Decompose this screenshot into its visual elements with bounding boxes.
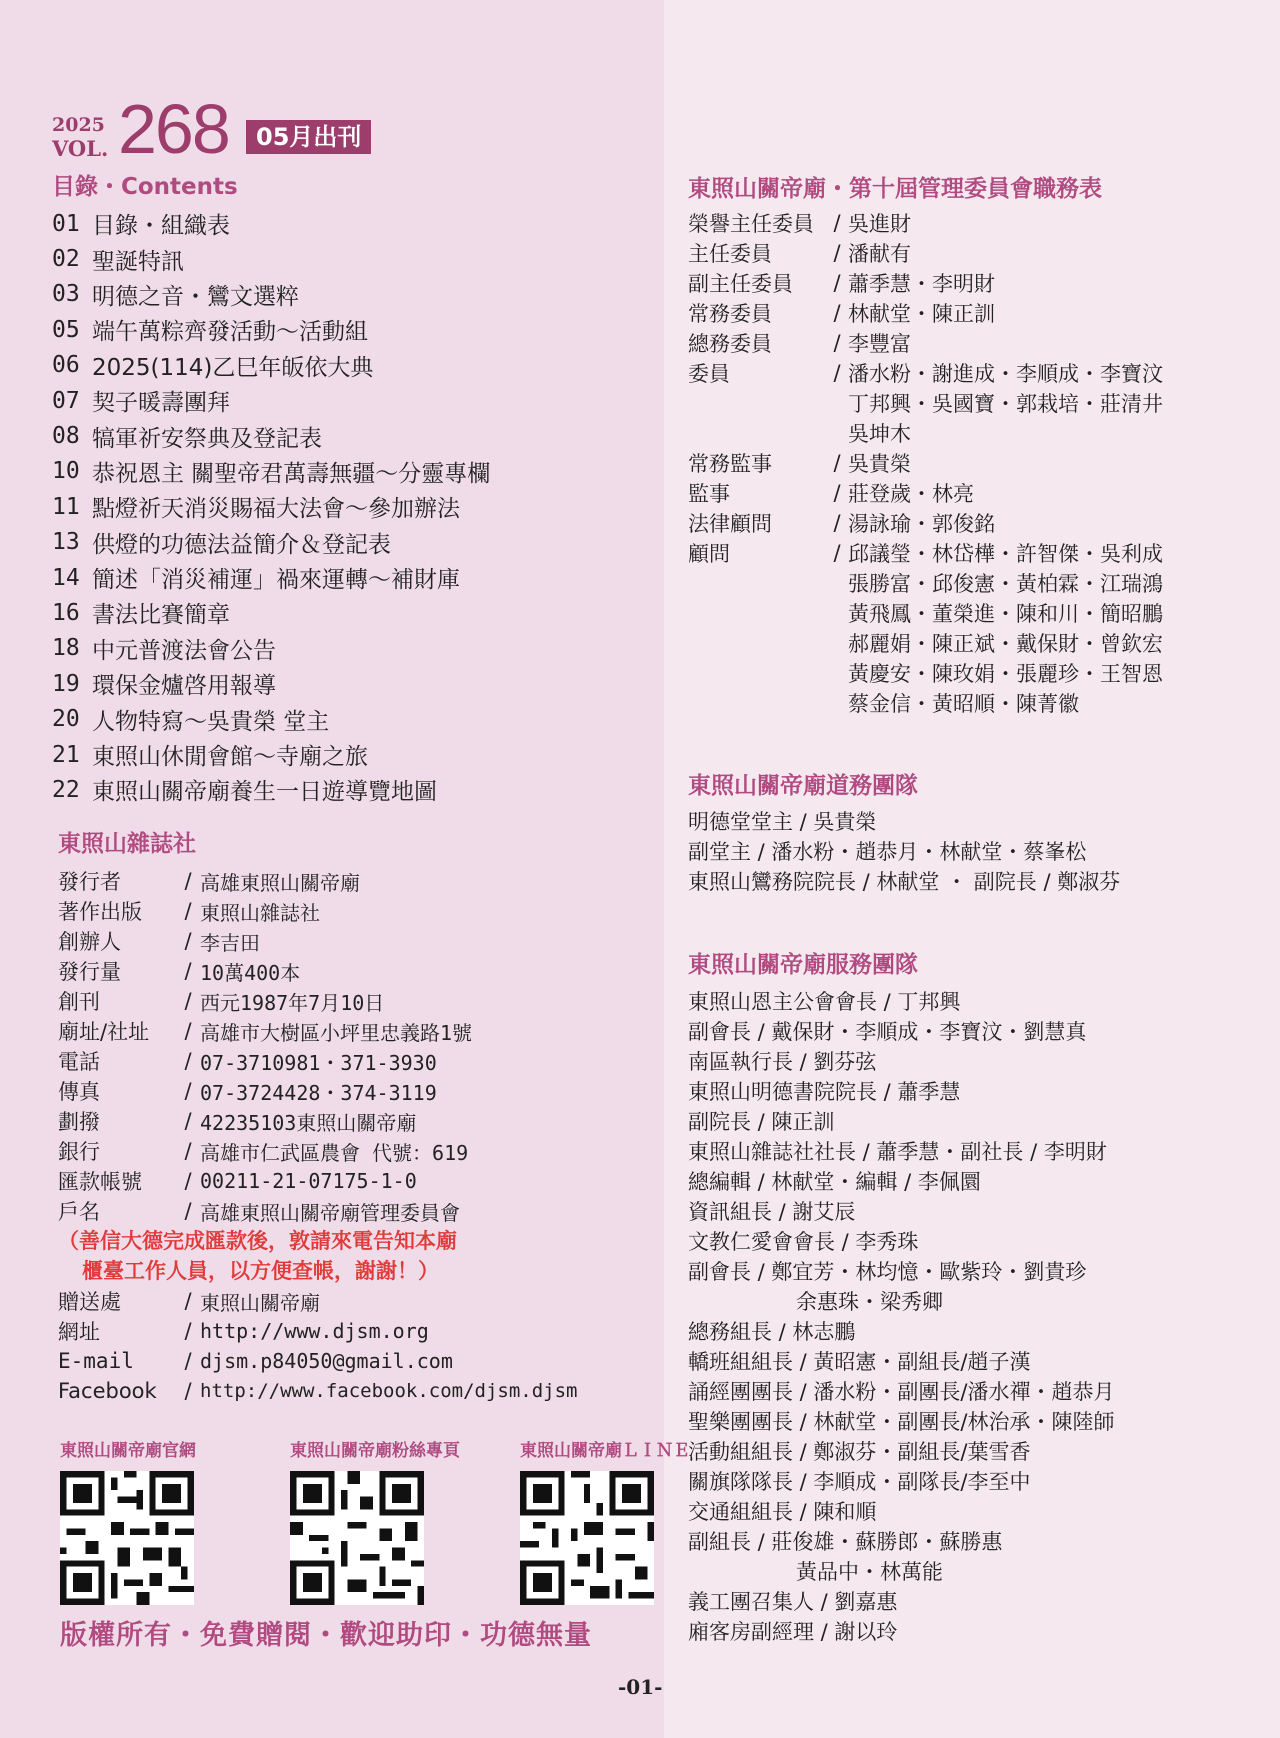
table-of-contents bbox=[52, 206, 652, 808]
role: 常務監事 bbox=[688, 452, 772, 476]
toc-item[interactable] bbox=[52, 206, 652, 241]
qr-code-icon bbox=[520, 1471, 654, 1605]
info-value: 07-3724428・374-3119 bbox=[200, 1080, 437, 1105]
info-key: 創刊 bbox=[58, 990, 100, 1014]
toc-item[interactable] bbox=[52, 489, 652, 524]
toc-item[interactable] bbox=[52, 737, 652, 772]
role: 顧問 bbox=[688, 542, 730, 566]
committee-row bbox=[688, 268, 1268, 298]
remittance-note-line1: （善信大德完成匯款後，敦請來電告知本廟 bbox=[58, 1229, 457, 1253]
info-row bbox=[58, 956, 668, 986]
committee-list bbox=[688, 208, 1268, 718]
toc-page: 03 bbox=[52, 281, 80, 308]
qr-label: 東照山關帝廟ＬＩＮＥ bbox=[520, 1441, 690, 1461]
members: 莊登歲・林亮 bbox=[848, 482, 974, 506]
list-item: 關旗隊隊長 / 李順成・副隊長/李至中 bbox=[688, 1470, 1031, 1494]
qr-code-icon bbox=[290, 1471, 424, 1605]
toc-title: 點燈祈天消災賜福大法會～參加辦法 bbox=[92, 496, 460, 523]
committee-row-continued bbox=[688, 388, 1268, 418]
info-row bbox=[58, 986, 668, 1016]
toc-title: 明德之音・鸞文選粹 bbox=[92, 283, 299, 310]
separator: / bbox=[833, 541, 841, 565]
issue-header bbox=[52, 90, 652, 168]
toc-title: 東照山休閒會館～寺廟之旅 bbox=[92, 744, 368, 771]
info-key: 創辦人 bbox=[58, 930, 121, 954]
separator: / bbox=[184, 899, 192, 923]
separator: / bbox=[184, 1379, 192, 1403]
role: 榮譽主任委員 bbox=[688, 212, 814, 236]
info-key: 劃撥 bbox=[58, 1110, 100, 1134]
info-key: 傳真 bbox=[58, 1080, 100, 1104]
page-number: -01- bbox=[618, 1675, 663, 1699]
members: 蕭季慧・李明財 bbox=[848, 272, 995, 296]
info-row bbox=[58, 1286, 668, 1316]
issue-vol: VOL. bbox=[52, 136, 109, 161]
publisher-title: 東照山雜誌社 bbox=[58, 831, 196, 857]
info-key: E-mail bbox=[58, 1349, 134, 1373]
qr-label: 東照山關帝廟官網 bbox=[60, 1441, 196, 1461]
list-item-continued: 余惠珠・梁秀卿 bbox=[796, 1290, 943, 1314]
toc-page: 21 bbox=[52, 741, 80, 768]
members: 張勝富・邱俊憲・黃柏霖・江瑞鴻 bbox=[848, 572, 1163, 596]
committee-row bbox=[688, 358, 1268, 388]
members: 潘献有 bbox=[848, 242, 911, 266]
separator: / bbox=[184, 1319, 192, 1343]
separator: / bbox=[833, 331, 841, 355]
separator: / bbox=[833, 241, 841, 265]
members: 邱議瑩・林岱樺・許智傑・吳利成 bbox=[848, 542, 1163, 566]
committee-row-continued bbox=[688, 688, 1268, 718]
role: 委員 bbox=[688, 362, 730, 386]
info-row bbox=[58, 1346, 668, 1376]
contents-title: 目錄・Contents bbox=[52, 174, 238, 200]
separator: / bbox=[833, 301, 841, 325]
list-item: 東照山鸞務院院長 / 林献堂 ・ 副院長 / 鄭淑芬 bbox=[688, 870, 1121, 894]
qr-code-icon bbox=[60, 1471, 194, 1605]
info-value: 00211-21-07175-1-0 bbox=[200, 1169, 417, 1193]
toc-item[interactable] bbox=[52, 312, 652, 347]
info-row bbox=[58, 896, 668, 926]
separator: / bbox=[833, 211, 841, 235]
toc-title: 人物特寫～吳貴榮 堂主 bbox=[92, 708, 330, 735]
separator: / bbox=[833, 511, 841, 535]
info-value: 高雄東照山關帝廟管理委員會 bbox=[200, 1200, 460, 1225]
toc-item[interactable] bbox=[52, 666, 652, 701]
info-row bbox=[58, 866, 668, 896]
toc-title: 恭祝恩主 關聖帝君萬壽無疆～分靈專欄 bbox=[92, 460, 491, 487]
separator: / bbox=[184, 1289, 192, 1313]
toc-title: 契子暖壽團拜 bbox=[92, 390, 230, 417]
toc-item[interactable] bbox=[52, 454, 652, 489]
committee-row bbox=[688, 208, 1268, 238]
info-row bbox=[58, 1166, 668, 1196]
toc-title: 2025(114)乙巳年皈依大典 bbox=[92, 354, 374, 381]
info-key: 電話 bbox=[58, 1050, 100, 1074]
qr-line[interactable] bbox=[520, 1436, 700, 1609]
list-item: 東照山明德書院院長 / 蕭季慧 bbox=[688, 1080, 961, 1104]
info-key: Facebook bbox=[58, 1379, 157, 1403]
list-item: 明德堂堂主 / 吳貴榮 bbox=[688, 810, 877, 834]
info-row bbox=[58, 1316, 668, 1346]
list-item: 轎班組組長 / 黃昭憲・副組長/趙子漢 bbox=[688, 1350, 1031, 1374]
members: 吳貴榮 bbox=[848, 452, 911, 476]
separator: / bbox=[184, 869, 192, 893]
toc-page: 06 bbox=[52, 352, 80, 379]
list-item: 副院長 / 陳正訓 bbox=[688, 1110, 835, 1134]
role: 法律顧問 bbox=[688, 512, 772, 536]
info-key: 匯款帳號 bbox=[58, 1170, 142, 1194]
toc-page: 10 bbox=[52, 458, 80, 485]
members: 黃飛鳳・董榮進・陳和川・簡昭鵬 bbox=[848, 602, 1163, 626]
toc-item[interactable] bbox=[52, 525, 652, 560]
toc-title: 書法比賽簡章 bbox=[92, 602, 230, 629]
toc-page: 08 bbox=[52, 423, 80, 450]
separator: / bbox=[184, 959, 192, 983]
info-key: 廟址/社址 bbox=[58, 1020, 150, 1044]
toc-page: 11 bbox=[52, 493, 80, 520]
committee-row-continued bbox=[688, 658, 1268, 688]
toc-item[interactable] bbox=[52, 277, 652, 312]
remittance-note-line2: 櫃臺工作人員，以方便查帳，謝謝！） bbox=[82, 1259, 439, 1283]
list-item: 東照山雜誌社社長 / 蕭季慧・副社長 / 李明財 bbox=[688, 1140, 1107, 1164]
toc-page: 02 bbox=[52, 246, 80, 273]
toc-title: 端午萬粽齊發活動～活動組 bbox=[92, 319, 368, 346]
toc-item[interactable] bbox=[52, 631, 652, 666]
info-value: 42235103東照山關帝廟 bbox=[200, 1110, 417, 1135]
members: 吳坤木 bbox=[848, 422, 911, 446]
taoist-team-title: 東照山關帝廟道務團隊 bbox=[688, 773, 918, 799]
committee-title: 東照山關帝廟・第十屆管理委員會職務表 bbox=[688, 176, 1102, 202]
info-row bbox=[58, 1196, 668, 1226]
info-key: 網址 bbox=[58, 1320, 100, 1344]
list-item: 副會長 / 鄭宜芳・林均憶・歐紫玲・劉貴珍 bbox=[688, 1260, 1087, 1284]
separator: / bbox=[184, 1169, 192, 1193]
toc-item[interactable] bbox=[52, 241, 652, 276]
separator: / bbox=[184, 1199, 192, 1223]
committee-row bbox=[688, 238, 1268, 268]
members: 丁邦興・吳國寶・郭栽培・莊清井 bbox=[848, 392, 1163, 416]
separator: / bbox=[184, 1139, 192, 1163]
toc-page: 05 bbox=[52, 316, 80, 343]
committee-row-continued bbox=[688, 418, 1268, 448]
members: 潘水粉・謝進成・李順成・李寶汶 bbox=[848, 362, 1163, 386]
service-team-list bbox=[688, 986, 1268, 1646]
separator: / bbox=[184, 989, 192, 1013]
info-key: 發行者 bbox=[58, 870, 121, 894]
toc-page: 01 bbox=[52, 210, 80, 237]
info-value: 10萬400本 bbox=[200, 960, 301, 985]
committee-row bbox=[688, 328, 1268, 358]
members: 蔡金信・黃昭順・陳菁徽 bbox=[848, 692, 1079, 716]
list-item: 交通組組長 / 陳和順 bbox=[688, 1500, 877, 1524]
list-item: 文教仁愛會會長 / 李秀珠 bbox=[688, 1230, 919, 1254]
separator: / bbox=[184, 1049, 192, 1073]
toc-page: 16 bbox=[52, 599, 80, 626]
committee-row bbox=[688, 538, 1268, 568]
list-item: 東照山恩主公會會長 / 丁邦興 bbox=[688, 990, 961, 1014]
separator: / bbox=[833, 361, 841, 385]
list-item: 南區執行長 / 劉芬弦 bbox=[688, 1050, 877, 1074]
website-link[interactable]: http://www.djsm.org bbox=[200, 1319, 429, 1343]
info-row bbox=[58, 1016, 668, 1046]
toc-page: 19 bbox=[52, 670, 80, 697]
separator: / bbox=[184, 1019, 192, 1043]
list-item: 誦經團團長 / 潘水粉・副團長/潘水禪・趙恭月 bbox=[688, 1380, 1115, 1404]
list-item: 總編輯 / 林献堂・編輯 / 李佩圜 bbox=[688, 1170, 981, 1194]
role: 副主任委員 bbox=[688, 272, 793, 296]
toc-page: 14 bbox=[52, 564, 80, 591]
qr-official-site[interactable] bbox=[60, 1436, 240, 1609]
list-item: 副會長 / 戴保財・李順成・李寶汶・劉慧真 bbox=[688, 1020, 1087, 1044]
toc-item[interactable] bbox=[52, 772, 652, 807]
role: 主任委員 bbox=[688, 242, 772, 266]
committee-row-continued bbox=[688, 628, 1268, 658]
info-key: 銀行 bbox=[58, 1140, 100, 1164]
role: 總務委員 bbox=[688, 332, 772, 356]
separator: / bbox=[184, 1079, 192, 1103]
separator: / bbox=[833, 271, 841, 295]
service-team-title: 東照山關帝廟服務團隊 bbox=[688, 952, 918, 978]
list-item: 資訊組長 / 謝艾辰 bbox=[688, 1200, 856, 1224]
role: 常務委員 bbox=[688, 302, 772, 326]
info-value: 高雄東照山關帝廟 bbox=[200, 870, 360, 895]
toc-item[interactable] bbox=[52, 348, 652, 383]
info-value: 東照山雜誌社 bbox=[200, 900, 320, 925]
list-item: 副堂主 / 潘水粉・趙恭月・林献堂・蔡峯松 bbox=[688, 840, 1087, 864]
toc-item[interactable] bbox=[52, 383, 652, 418]
members: 林献堂・陳正訓 bbox=[848, 302, 995, 326]
issue-number: 268 bbox=[118, 90, 229, 168]
issue-month-badge: 05月出刊 bbox=[246, 120, 371, 154]
issue-year: 2025 bbox=[52, 114, 105, 136]
info-row bbox=[58, 1046, 668, 1076]
separator: / bbox=[184, 1109, 192, 1133]
toc-item[interactable] bbox=[52, 701, 652, 736]
info-value: 東照山關帝廟 bbox=[200, 1290, 320, 1315]
committee-row bbox=[688, 298, 1268, 328]
list-item: 聖樂團團長 / 林献堂・副團長/林治承・陳陸師 bbox=[688, 1410, 1115, 1434]
separator: / bbox=[833, 481, 841, 505]
list-item: 活動組組長 / 鄭淑芬・副組長/葉雪香 bbox=[688, 1440, 1031, 1464]
toc-page: 13 bbox=[52, 529, 80, 556]
members: 吳進財 bbox=[848, 212, 911, 236]
members: 李豐富 bbox=[848, 332, 911, 356]
separator: / bbox=[833, 451, 841, 475]
info-value: 07-3710981・371-3930 bbox=[200, 1050, 437, 1075]
info-key: 發行量 bbox=[58, 960, 121, 984]
info-key: 著作出版 bbox=[58, 900, 142, 924]
toc-title: 供燈的功德法益簡介＆登記表 bbox=[92, 531, 391, 558]
info-value: 李吉田 bbox=[200, 930, 260, 955]
info-key: 贈送處 bbox=[58, 1290, 121, 1314]
qr-label: 東照山關帝廟粉絲專頁 bbox=[290, 1441, 460, 1461]
facebook-link[interactable]: http://www.facebook.com/djsm.djsm bbox=[200, 1380, 578, 1402]
qr-fan-page[interactable] bbox=[290, 1436, 470, 1609]
info-row bbox=[58, 1376, 668, 1406]
toc-title: 中元普渡法會公告 bbox=[92, 637, 276, 664]
email-link[interactable]: djsm.p84050@gmail.com bbox=[200, 1349, 453, 1373]
toc-page: 22 bbox=[52, 776, 80, 803]
toc-item[interactable] bbox=[52, 560, 652, 595]
toc-title: 犒軍祈安祭典及登記表 bbox=[92, 425, 322, 452]
toc-title: 東照山關帝廟養生一日遊導覽地圖 bbox=[92, 779, 437, 806]
toc-title: 簡述「消災補運」禍來運轉～補財庫 bbox=[92, 567, 460, 594]
info-row bbox=[58, 1136, 668, 1166]
list-item: 義工團召集人 / 劉嘉惠 bbox=[688, 1590, 898, 1614]
committee-row bbox=[688, 508, 1268, 538]
info-value: 高雄市仁武區農會 代號：619 bbox=[200, 1140, 469, 1165]
committee-row-continued bbox=[688, 568, 1268, 598]
members: 郝麗娟・陳正斌・戴保財・曾欽宏 bbox=[848, 632, 1163, 656]
info-row bbox=[58, 926, 668, 956]
role: 監事 bbox=[688, 482, 730, 506]
toc-item[interactable] bbox=[52, 595, 652, 630]
toc-page: 07 bbox=[52, 387, 80, 414]
list-item: 廂客房副經理 / 謝以玲 bbox=[688, 1620, 898, 1644]
info-row bbox=[58, 1076, 668, 1106]
info-value: 西元1987年7月10日 bbox=[200, 990, 385, 1015]
toc-page: 20 bbox=[52, 706, 80, 733]
toc-title: 環保金爐啓用報導 bbox=[92, 673, 276, 700]
list-item-continued: 黃品中・林萬能 bbox=[796, 1560, 943, 1584]
members: 湯詠瑜・郭俊銘 bbox=[848, 512, 995, 536]
publisher-info bbox=[58, 866, 668, 1406]
committee-row bbox=[688, 478, 1268, 508]
info-value: 高雄市大樹區小坪里忠義路1號 bbox=[200, 1020, 473, 1045]
toc-title: 聖誕特訊 bbox=[92, 248, 184, 275]
committee-row bbox=[688, 448, 1268, 478]
committee-row-continued bbox=[688, 598, 1268, 628]
toc-title: 目錄・組織表 bbox=[92, 213, 230, 240]
taoist-team-list bbox=[688, 806, 1268, 896]
info-row bbox=[58, 1106, 668, 1136]
separator: / bbox=[184, 929, 192, 953]
toc-page: 18 bbox=[52, 635, 80, 662]
list-item: 副組長 / 莊俊雄・蘇勝郎・蘇勝惠 bbox=[688, 1530, 1003, 1554]
list-item: 總務組長 / 林志鵬 bbox=[688, 1320, 856, 1344]
separator: / bbox=[184, 1349, 192, 1373]
toc-item[interactable] bbox=[52, 418, 652, 453]
members: 黃慶安・陳玫娟・張麗珍・王智恩 bbox=[848, 662, 1163, 686]
info-key: 戶名 bbox=[58, 1200, 100, 1224]
copyright-slogan: 版權所有・免費贈閱・歡迎助印・功德無量 bbox=[60, 1620, 592, 1651]
